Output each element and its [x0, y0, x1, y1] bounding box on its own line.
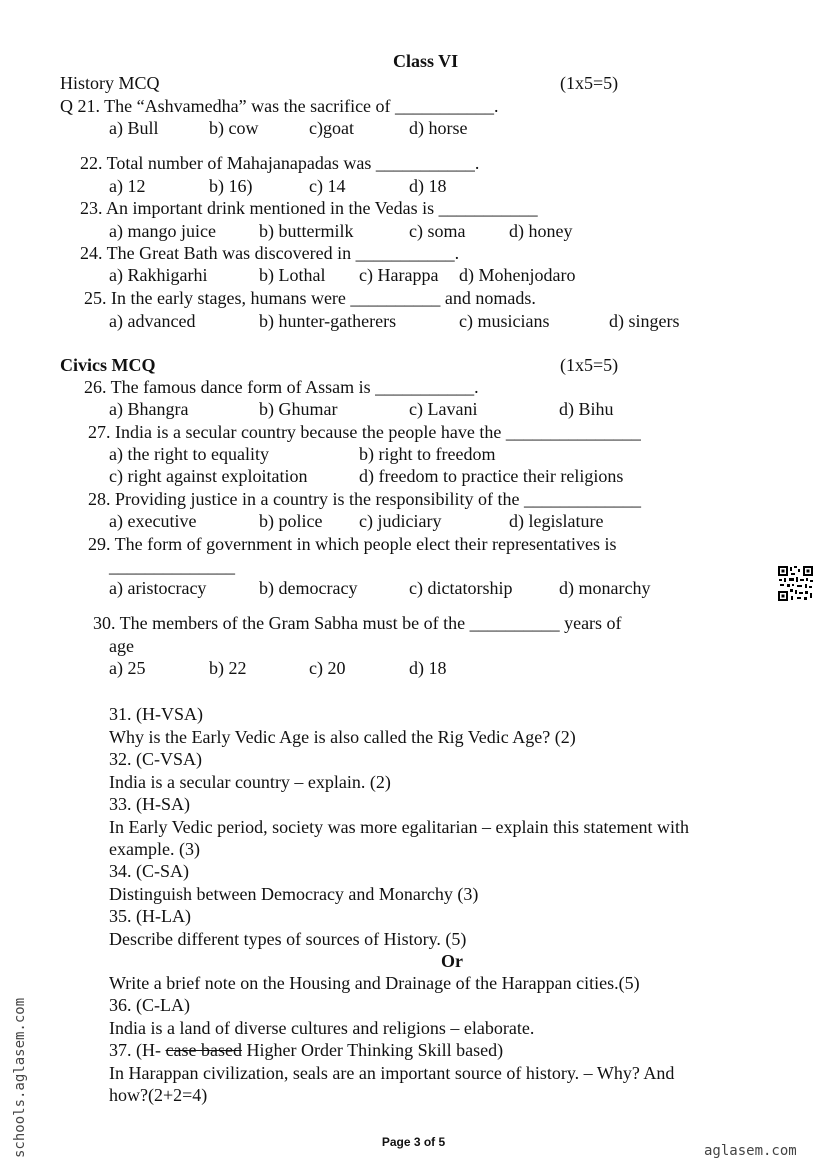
q35-alternative: Write a brief note on the Housing and Drainage of the Harappan cities.(5) [109, 973, 640, 993]
q26-option-a: a) Bhangra [109, 399, 189, 419]
q36-text: India is a land of diverse cultures and religions – elaborate. [109, 1018, 535, 1038]
q22-option-b: b) 16) [209, 176, 253, 196]
qr-code-icon [777, 565, 814, 602]
q24-option-a: a) Rakhigarhi [109, 265, 208, 285]
q30-option-d: d) 18 [409, 658, 447, 678]
q29-option-d: d) monarchy [559, 578, 651, 598]
q26-option-d: d) Bihu [559, 399, 614, 419]
q28-option-d: d) legislature [509, 511, 604, 531]
question-30: 30. The members of the Gram Sabha must be of the __________ years of [93, 613, 622, 633]
q32-text: India is a secular country – explain. (2) [109, 772, 391, 792]
question-24: 24. The Great Bath was discovered in ___________. [80, 243, 460, 263]
q30-continuation: age [109, 636, 134, 656]
history-marks: (1x5=5) [560, 73, 619, 93]
q25-option-c: c) musicians [459, 311, 550, 331]
q26-option-b: b) Ghumar [259, 399, 338, 419]
q23-option-a: a) mango juice [109, 221, 216, 241]
q30-option-a: a) 25 [109, 658, 146, 678]
q29-option-b: b) democracy [259, 578, 358, 598]
q25-option-b: b) hunter-gatherers [259, 311, 397, 331]
q21-option-c: c)goat [309, 118, 354, 138]
q23-option-c: c) soma [409, 221, 466, 241]
q29-option-a: a) aristocracy [109, 578, 207, 598]
q21-option-d: d) horse [409, 118, 468, 138]
q26-option-c: c) Lavani [409, 399, 478, 419]
q28-option-a: a) executive [109, 511, 197, 531]
question-27: 27. India is a secular country because the people have the _______________ [88, 422, 641, 442]
q35-text: Describe different types of sources of History. (5) [109, 929, 467, 949]
q33-label: 33. (H-SA) [109, 794, 190, 814]
or-divider: Or [441, 951, 463, 971]
q31-label: 31. (H-VSA) [109, 704, 203, 724]
q21-option-a: a) Bull [109, 118, 159, 138]
q23-option-d: d) honey [509, 221, 573, 241]
q22-option-c: c) 14 [309, 176, 346, 196]
q28-option-c: c) judiciary [359, 511, 442, 531]
q25-option-d: d) singers [609, 311, 680, 331]
q37-label-struck: case based [165, 1040, 242, 1060]
q24-option-b: b) Lothal [259, 265, 326, 285]
civics-heading: Civics MCQ [60, 355, 156, 375]
question-25: 25. In the early stages, humans were __________ and nomads. [84, 288, 536, 308]
q37-text-line1: In Harappan civilization, seals are an important source of history. – Why? And [109, 1063, 675, 1083]
q34-text: Distinguish between Democracy and Monarchy (3) [109, 884, 479, 904]
civics-marks: (1x5=5) [560, 355, 619, 375]
q23-option-b: b) buttermilk [259, 221, 354, 241]
q30-option-c: c) 20 [309, 658, 346, 678]
q24-option-c: c) Harappa [359, 265, 439, 285]
q27-option-b: b) right to freedom [359, 444, 496, 464]
question-26: 26. The famous dance form of Assam is ___________. [84, 377, 479, 397]
question-29: 29. The form of government in which people elect their representatives is [88, 534, 617, 554]
question-23: 23. An important drink mentioned in the Vedas is ___________ [80, 198, 538, 218]
q22-option-a: a) 12 [109, 176, 146, 196]
q33-text-line2: example. (3) [109, 839, 200, 859]
q37-text-line2: how?(2+2=4) [109, 1085, 208, 1105]
q27-option-a: a) the right to equality [109, 444, 269, 464]
q21-option-b: b) cow [209, 118, 259, 138]
q29-option-c: c) dictatorship [409, 578, 513, 598]
q27-option-c: c) right against exploitation [109, 466, 308, 486]
q37-label [109, 1039, 503, 1061]
bottom-watermark: aglasem.com [704, 1143, 797, 1159]
q27-option-d: d) freedom to practice their religions [359, 466, 624, 486]
history-heading: History MCQ [60, 73, 160, 93]
q22-option-d: d) 18 [409, 176, 447, 196]
q25-option-a: a) advanced [109, 311, 196, 331]
class-title: Class VI [393, 51, 459, 71]
side-watermark: schools.aglasem.com [12, 997, 28, 1158]
q33-text-line1: In Early Vedic period, society was more egalitarian – explain this statement with [109, 817, 689, 837]
q34-label: 34. (C-SA) [109, 861, 189, 881]
q24-option-d: d) Mohenjodaro [459, 265, 576, 285]
q28-option-b: b) police [259, 511, 323, 531]
q31-text: Why is the Early Vedic Age is also called the Rig Vedic Age? (2) [109, 727, 576, 747]
page-number: Page 3 of 5 [381, 1135, 446, 1149]
q29-blank: ______________ [109, 556, 235, 576]
q32-label: 32. (C-VSA) [109, 749, 202, 769]
q36-label: 36. (C-LA) [109, 995, 190, 1015]
q37-label-prefix: 37. (H- [109, 1040, 166, 1060]
question-28: 28. Providing justice in a country is the responsibility of the _____________ [88, 489, 641, 509]
q30-option-b: b) 22 [209, 658, 247, 678]
question-22: 22. Total number of Mahajanapadas was ___________. [80, 153, 480, 173]
q37-label-suffix: Higher Order Thinking Skill based) [241, 1040, 504, 1060]
q35-label: 35. (H-LA) [109, 906, 191, 926]
question-21: Q 21. The “Ashvamedha” was the sacrifice of ___________. [60, 96, 499, 116]
